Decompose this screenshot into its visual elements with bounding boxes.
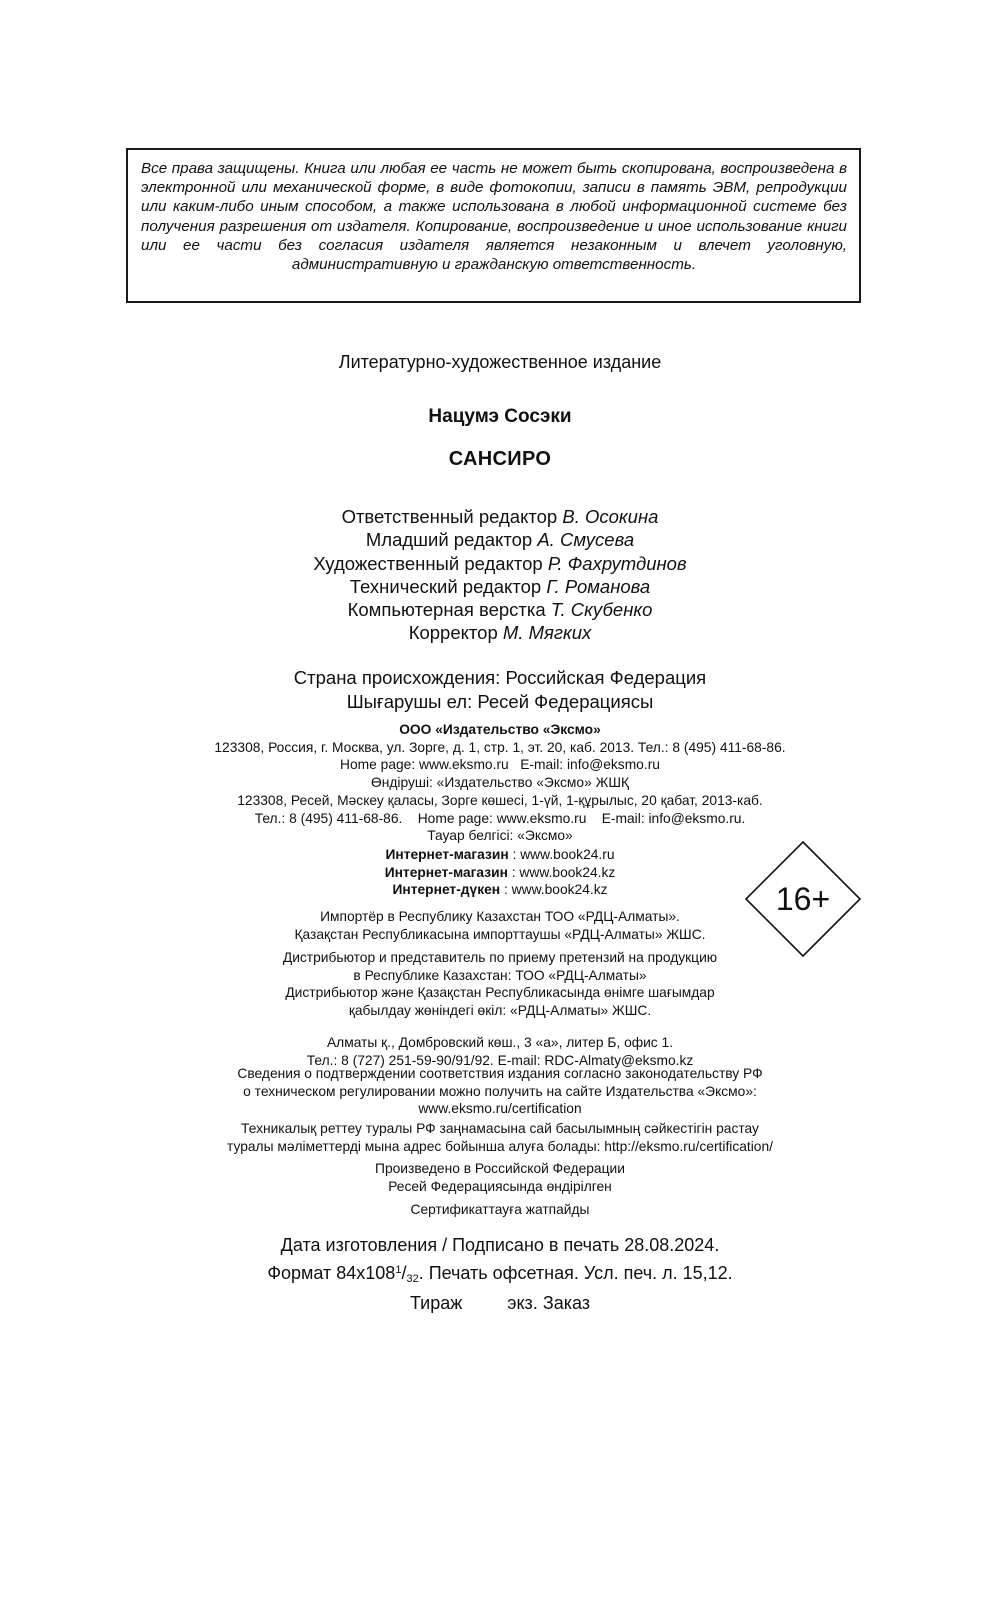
not-certified-note: Сертификаттауға жатпайды xyxy=(410,1202,590,1217)
distributor-line: қабылдау жөніндегі өкіл: «РДЦ-Алматы» ЖШС. xyxy=(348,1003,652,1019)
shop-label: Интернет-магазин xyxy=(384,864,508,880)
credit-person: Р. Фахрутдинов xyxy=(547,552,687,574)
credit-role: Ответственный редактор xyxy=(341,506,563,527)
credit-person: М. Мягких xyxy=(502,622,592,644)
book-title: САНСИРО xyxy=(448,448,552,470)
publisher-kz-web: Тел.: 8 (495) 411-68-86. Home page: www.eksmo.ru E-mail: info@eksmo.ru. xyxy=(254,810,746,826)
shop-label: Интернет-дүкен xyxy=(392,882,501,898)
print-info-block xyxy=(0,1233,1000,1316)
trademark: Тауар белгісі: «Эксмо» xyxy=(427,828,573,844)
importer-line: Импортёр в Республику Казахстан ТОО «РДЦ-Алматы». xyxy=(320,909,680,924)
copyright-notice-box xyxy=(126,148,861,303)
distributor-line: в Республике Казахстан: ТОО «РДЦ-Алматы» xyxy=(353,967,647,983)
importer-line: Қазақстан Республикасына импорттаушы «РДЦ-Алматы» ЖШС. xyxy=(294,926,706,942)
kz-certification-line: туралы мәліметтерді мына адрес бойынша алуға болады: http://eksmo.ru/certification/ xyxy=(226,1138,773,1154)
credit-line xyxy=(0,598,1000,621)
author-name: Нацумэ Сосэки xyxy=(428,406,572,427)
format-numerator: 1 xyxy=(395,1263,402,1276)
kz-certification-block xyxy=(0,1120,1000,1155)
credit-person: Т. Скубенко xyxy=(550,599,653,621)
certification-block xyxy=(0,1065,1000,1118)
shop-label: Интернет-магазин xyxy=(385,847,509,862)
publisher-kz-address: 123308, Ресей, Мәскеу қаласы, Зорге көшесі, 1-үй, 1-құрылыс, 20 қабат, 2013-каб. xyxy=(237,792,763,808)
print-format-line xyxy=(0,1258,1000,1292)
distributor-block xyxy=(0,949,1000,1020)
shop-url: : www.book24.kz xyxy=(500,882,608,898)
publisher-name: ООО «Издательство «Эксмо» xyxy=(399,722,601,737)
credit-role: Корректор xyxy=(408,622,503,644)
shop-url: : www.book24.kz xyxy=(507,864,616,880)
format-slash: / xyxy=(401,1262,407,1283)
credits-block xyxy=(0,505,1000,645)
credit-person: В. Осокина xyxy=(562,506,659,527)
publisher-kz-name: Өндіруші: «Издательство «Эксмо» ЖШҚ xyxy=(371,775,629,791)
distributor-line: Дистрибьютор и представитель по приему претензий на продукцию xyxy=(282,950,718,965)
age-rating-label: 16+ xyxy=(775,881,831,917)
importer-block xyxy=(0,908,1000,943)
credit-line xyxy=(0,505,1000,528)
credit-role: Младший редактор xyxy=(365,529,538,551)
credit-person: Г. Романова xyxy=(546,575,651,597)
credit-line xyxy=(0,621,1000,644)
certification-line: Сведения о подтверждении соответствия издания согласно законодательству РФ xyxy=(237,1066,763,1081)
origin-ru: Страна происхождения: Российская Федерация xyxy=(293,667,707,688)
print-date-line: Дата изготовления / Подписано в печать 28.08.2024. xyxy=(280,1235,720,1255)
credit-line xyxy=(0,528,1000,551)
almaty-address-line: Алматы қ., Домбровский көш., 3 «а», литер Б, офис 1. xyxy=(326,1035,674,1050)
certification-line: о техническом регулировании можно получить на сайте Издательства «Эксмо»: xyxy=(243,1083,757,1099)
kz-certification-line: Техникалық реттеу туралы РФ заңнамасына сай басылымның сәйкестігін растау xyxy=(241,1121,759,1136)
publisher-address: 123308, Россия, г. Москва, ул. Зорге, д. 1, стр. 1, эт. 20, каб. 2013. Тел.: 8 (495) 411-68-86. xyxy=(214,739,786,755)
country-of-origin xyxy=(0,666,1000,714)
distributor-line: Дистрибьютор және Қазақстан Республикасында өнімге шағымдар xyxy=(285,985,715,1001)
produced-in-block xyxy=(0,1160,1000,1195)
format-suffix: . Печать офсетная. Усл. печ. л. 15,12. xyxy=(418,1262,733,1283)
produced-in-line: Ресей Федерациясында өндірілген xyxy=(388,1178,612,1194)
credit-line xyxy=(0,575,1000,598)
copyright-notice-text: Все права защищены. Книга или любая ее часть не может быть скопирована, воспроизведена в электронной или механической форме, в виде фотокопии, записи в память ЭВМ, репродукции или каким-либо иным способом, а также использована в любой информационной системе без получения разрешения от издателя. Копирование, воспроизведение и иное использование книги или ее части без согласия издателя является незаконным и влечет уголовную, административную и гражданскую ответственность. xyxy=(141,160,847,274)
credit-person: А. Смусева xyxy=(537,529,635,551)
credit-line xyxy=(0,552,1000,575)
credit-role: Художественный редактор xyxy=(313,552,548,574)
publisher-web: Home page: www.eksmo.ru E-mail: info@eksmo.ru xyxy=(340,757,660,773)
format-denominator: 32 xyxy=(406,1272,419,1285)
almaty-contact-line: Тел.: 8 (727) 251-59-90/91/92. E-mail: RDC-Almaty@eksmo.kz xyxy=(306,1052,694,1068)
certification-url: www.eksmo.ru/certification xyxy=(418,1101,582,1117)
credit-role: Технический редактор xyxy=(349,575,547,597)
format-prefix: Формат 84x108 xyxy=(267,1262,396,1283)
credit-role: Компьютерная верстка xyxy=(347,599,551,621)
publisher-block xyxy=(0,721,1000,845)
shop-url: : www.book24.ru xyxy=(508,847,615,862)
origin-kz: Шығарушы ел: Ресей Федерациясы xyxy=(346,691,654,712)
produced-in-line: Произведено в Российской Федерации xyxy=(375,1161,625,1176)
genre-label: Литературно-художественное издание xyxy=(338,352,662,372)
print-run-line: Тираж экз. Заказ xyxy=(409,1293,591,1313)
